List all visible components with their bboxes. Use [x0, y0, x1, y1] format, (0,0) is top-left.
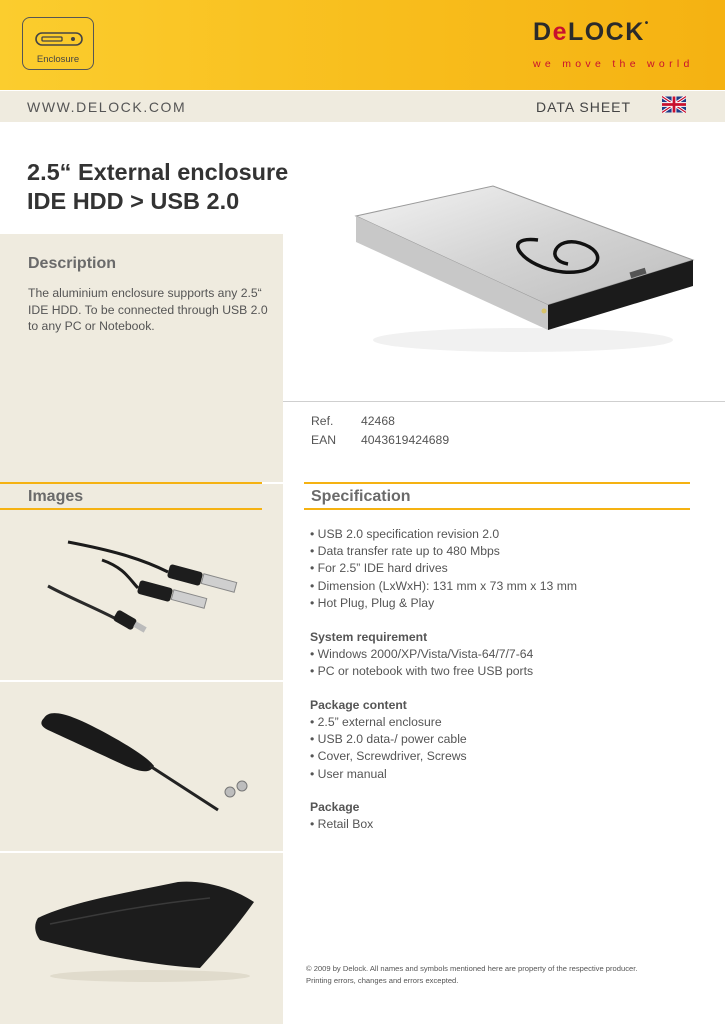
list-item: • Retail Box	[310, 817, 374, 831]
package-content-list	[310, 714, 467, 783]
list-item: • USB 2.0 data-/ power cable	[310, 732, 467, 747]
website-url[interactable]: WWW.DELOCK.COM	[27, 99, 187, 115]
delock-logo	[533, 18, 650, 47]
title-line-1: 2.5“ External enclosure	[27, 159, 289, 185]
usb-cable-image	[30, 528, 250, 648]
page-header	[0, 0, 725, 90]
list-item: • For 2.5” IDE hard drives	[310, 561, 448, 576]
product-image	[348, 180, 698, 360]
list-item: • User manual	[310, 766, 387, 781]
logo-letter-e: e	[552, 18, 568, 46]
footer-line-1: © 2009 by Delock. All names and symbols mentioned here are property of the respective producer.	[306, 964, 638, 973]
logo-letters-lock: LOCK	[567, 18, 645, 46]
list-item: • Data transfer rate up to 480 Mbps	[310, 544, 500, 559]
list-item: • USB 2.0 specification revision 2.0	[310, 527, 500, 541]
uk-flag-icon	[662, 96, 686, 113]
tagline: we move the world	[533, 58, 694, 70]
package-content-heading: Package content	[310, 698, 407, 712]
list-item: • Hot Plug, Plug & Play	[310, 595, 435, 610]
list-item: • Dimension (LxWxH): 131 mm x 73 mm x 13 mm	[310, 578, 578, 593]
ean-label: EAN	[311, 433, 337, 447]
screwdriver-image	[30, 700, 260, 830]
feature-list	[310, 526, 577, 612]
package-heading: Package	[310, 800, 360, 814]
page-title	[27, 158, 288, 216]
specification-heading: Specification	[311, 488, 411, 505]
spec-rule-bottom	[304, 508, 690, 510]
ean-row	[311, 433, 450, 447]
ref-value: 42468	[361, 414, 395, 428]
logo-mark: •	[644, 18, 650, 29]
doc-type-label: DATA SHEET	[536, 99, 632, 115]
footer-note	[306, 963, 637, 986]
divider-line	[283, 401, 725, 402]
title-line-2: IDE HDD > USB 2.0	[27, 188, 240, 214]
list-item: • Windows 2000/XP/Vista/Vista-64/7/7-64	[310, 647, 534, 661]
ref-row	[311, 414, 395, 428]
description-text: The aluminium enclosure supports any 2.5“ IDE HDD. To be connected through USB 2.0 to any PC or Notebook.	[28, 286, 268, 333]
system-requirement-heading: System requirement	[310, 630, 428, 644]
images-rule-top	[0, 482, 262, 484]
ean-value: 4043619424689	[361, 433, 450, 447]
description-heading: Description	[28, 255, 117, 272]
enclosure-icon	[35, 32, 83, 46]
images-rule-bottom	[0, 508, 262, 510]
list-item: • Cover, Screwdriver, Screws	[310, 749, 467, 764]
logo-letter-d: D	[533, 18, 553, 46]
spec-rule-top	[304, 482, 690, 484]
url-bar	[0, 90, 725, 122]
images-heading: Images	[28, 488, 84, 505]
pouch-image	[30, 876, 260, 986]
ref-label: Ref.	[311, 414, 334, 428]
panel-separator	[0, 680, 283, 682]
package-list	[310, 816, 373, 833]
list-item: • 2.5” external enclosure	[310, 715, 442, 729]
badge-label: Enclosure	[36, 54, 80, 65]
system-list	[310, 646, 533, 680]
list-item: • PC or notebook with two free USB ports	[310, 664, 534, 679]
enclosure-badge	[22, 17, 94, 70]
panel-separator	[0, 851, 283, 853]
footer-line-2: Printing errors, changes and errors excepted.	[306, 975, 459, 985]
